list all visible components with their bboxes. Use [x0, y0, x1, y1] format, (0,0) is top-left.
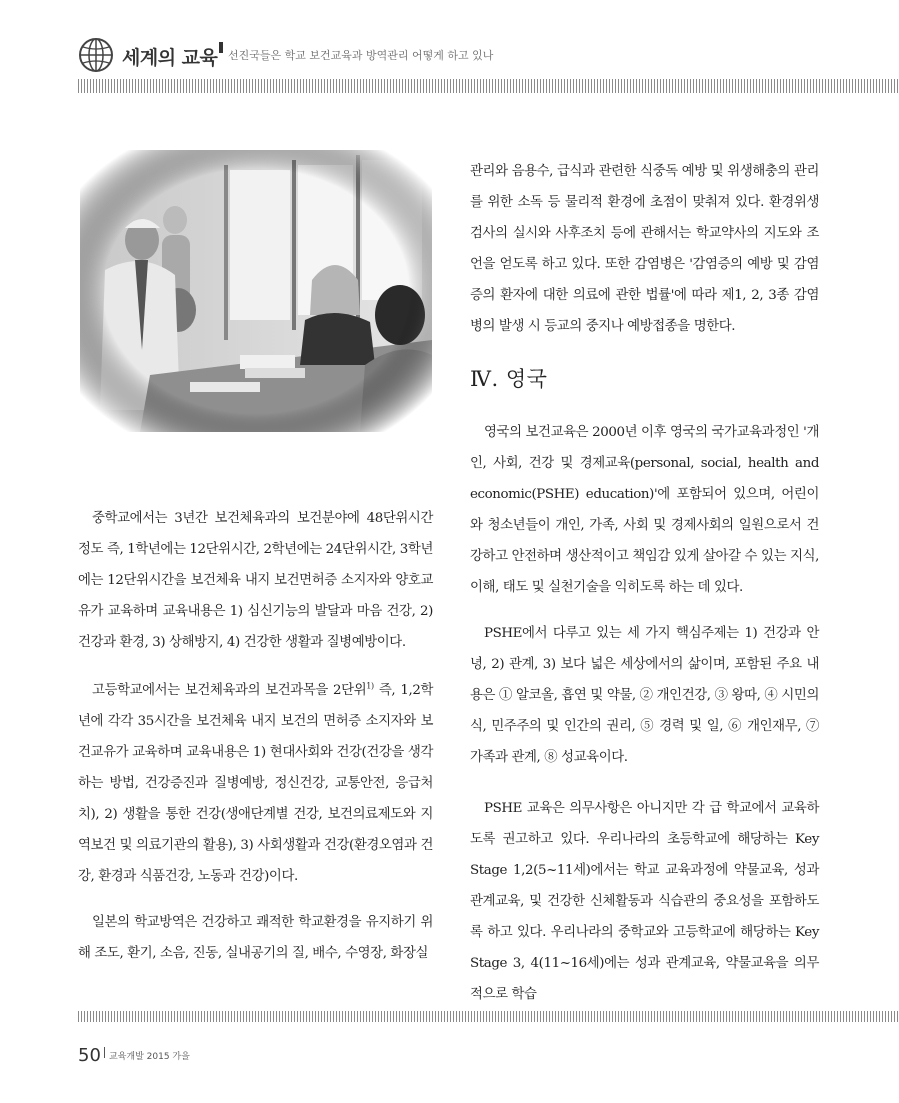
- section-heading: Ⅳ. 영국: [470, 367, 548, 391]
- paragraph-uk-intro: 영국의 보건교육은 2000년 이후 영국의 국가교육과정인 '개인, 사회, 건강 및 경제교육(personal, social, health and economic(PSHE) education)'에 포함되어 있으며, 어린이와 청소년들이 개인, 가족, 사회 및 경제사회의 일원으로서 건강하고 안전하며 생산적이고 책임감 있게 살아갈 수 있는 지식, 이해, 태도 및 실천기술을 익히도록 하는 데 있다.: [470, 425, 819, 595]
- globe-icon: [78, 37, 114, 73]
- paragraph-school-hygiene: 일본의 학교방역은 건강하고 쾌적한 학교환경을 유지하기 위해 조도, 환기, 소음, 진동, 실내공기의 질, 배수, 수영장, 화장실: [78, 915, 433, 961]
- footnote-ref: 1): [366, 681, 374, 691]
- header-divider: [78, 79, 899, 93]
- paragraph-continued: 관리와 음용수, 급식과 관련한 식중독 예방 및 위생해충의 관리를 위한 소독 등 물리적 환경에 초점이 맞춰져 있다. 환경위생검사의 실시와 사후조치 등에 관해서는 학교약사의 지도와 조언을 얻도록 하고 있다. 또한 감염병은 '감염증의 예방 및 감염증의 환자에 대한 의료에 관한 법률'에 따라 제1, 2, 3종 감염병의 발생 시 등교의 중지나 예방접종을 명한다.: [470, 164, 819, 334]
- page-header: [78, 32, 899, 72]
- text-fragment: 즉, 1,2학년에 각각 35시간을 보건체육 내지 보건의 면허증 소지자와 보건교유가 교육하며 교육내용은 1) 현대사회와 건강(건강을 생각하는 방법, 건강증진과 질병예방, 정신건강, 교통안전, 응급처치), 2) 생활을 통한 건강(생애단계별 건강, 보건의료제도와 지역보건 및 의료기관의 활용), 3) 사회생활과 건강(환경오염과 건강, 환경과 식품건강, 노동과 건강)이다.: [78, 683, 433, 884]
- page-number: 50: [78, 1045, 101, 1066]
- footer-separator: [104, 1047, 105, 1058]
- footer-divider: [78, 1011, 899, 1022]
- paragraph-key-stage: PSHE 교육은 의무사항은 아니지만 각 급 학교에서 교육하도록 권고하고 있다. 우리나라의 초등학교에 해당하는 Key Stage 1,2(5~11세)에서는 학교 교육과정에 약물교육, 성과 관계교육, 및 건강한 신체활동과 식습관의 중요성을 포함하도록 하고 있다. 우리나라의 중학교와 고등학교에 해당하는 Key Stage 3, 4(11~16세)에는 성과 관계교육, 약물교육을 의무적으로 학습: [470, 801, 819, 1002]
- classroom-photo: [80, 150, 432, 432]
- text-fragment: 고등학교에서는 보건체육과의 보건과목을 2단위: [92, 683, 367, 698]
- publication-name: 교육개발 2015 가을: [109, 1052, 190, 1062]
- section-subtitle: 선진국들은 학교 보건교육과 방역관리 어떻게 하고 있나: [228, 49, 494, 62]
- section-title: 세계의 교육: [122, 47, 218, 69]
- section-marker: [219, 42, 223, 53]
- paragraph-pshe-topics: PSHE에서 다루고 있는 세 가지 핵심주제는 1) 건강과 안녕, 2) 관계, 3) 보다 넓은 세상에서의 삶이며, 포함된 주요 내용은 ① 알코올, 흡연 및 약물, ② 개인건강, ③ 왕따, ④ 시민의식, 민주주의 및 인간의 권리, ⑤ 경력 및 일, ⑥ 개인재무, ⑦ 가족과 관계, ⑧ 성교육이다.: [470, 626, 819, 765]
- paragraph-high-school: [78, 675, 433, 892]
- paragraph-middle-school: 중학교에서는 3년간 보건체육과의 보건분야에 48단위시간 정도 즉, 1학년에는 12단위시간, 2학년에는 24단위시간, 3학년에는 12단위시간을 보건체육 내지 보건면허증 소지자와 양호교유가 교육하며 교육내용은 1) 심신기능의 발달과 마음 건강, 2) 건강과 환경, 3) 상해방지, 4) 건강한 생활과 질병예방이다.: [78, 511, 433, 650]
